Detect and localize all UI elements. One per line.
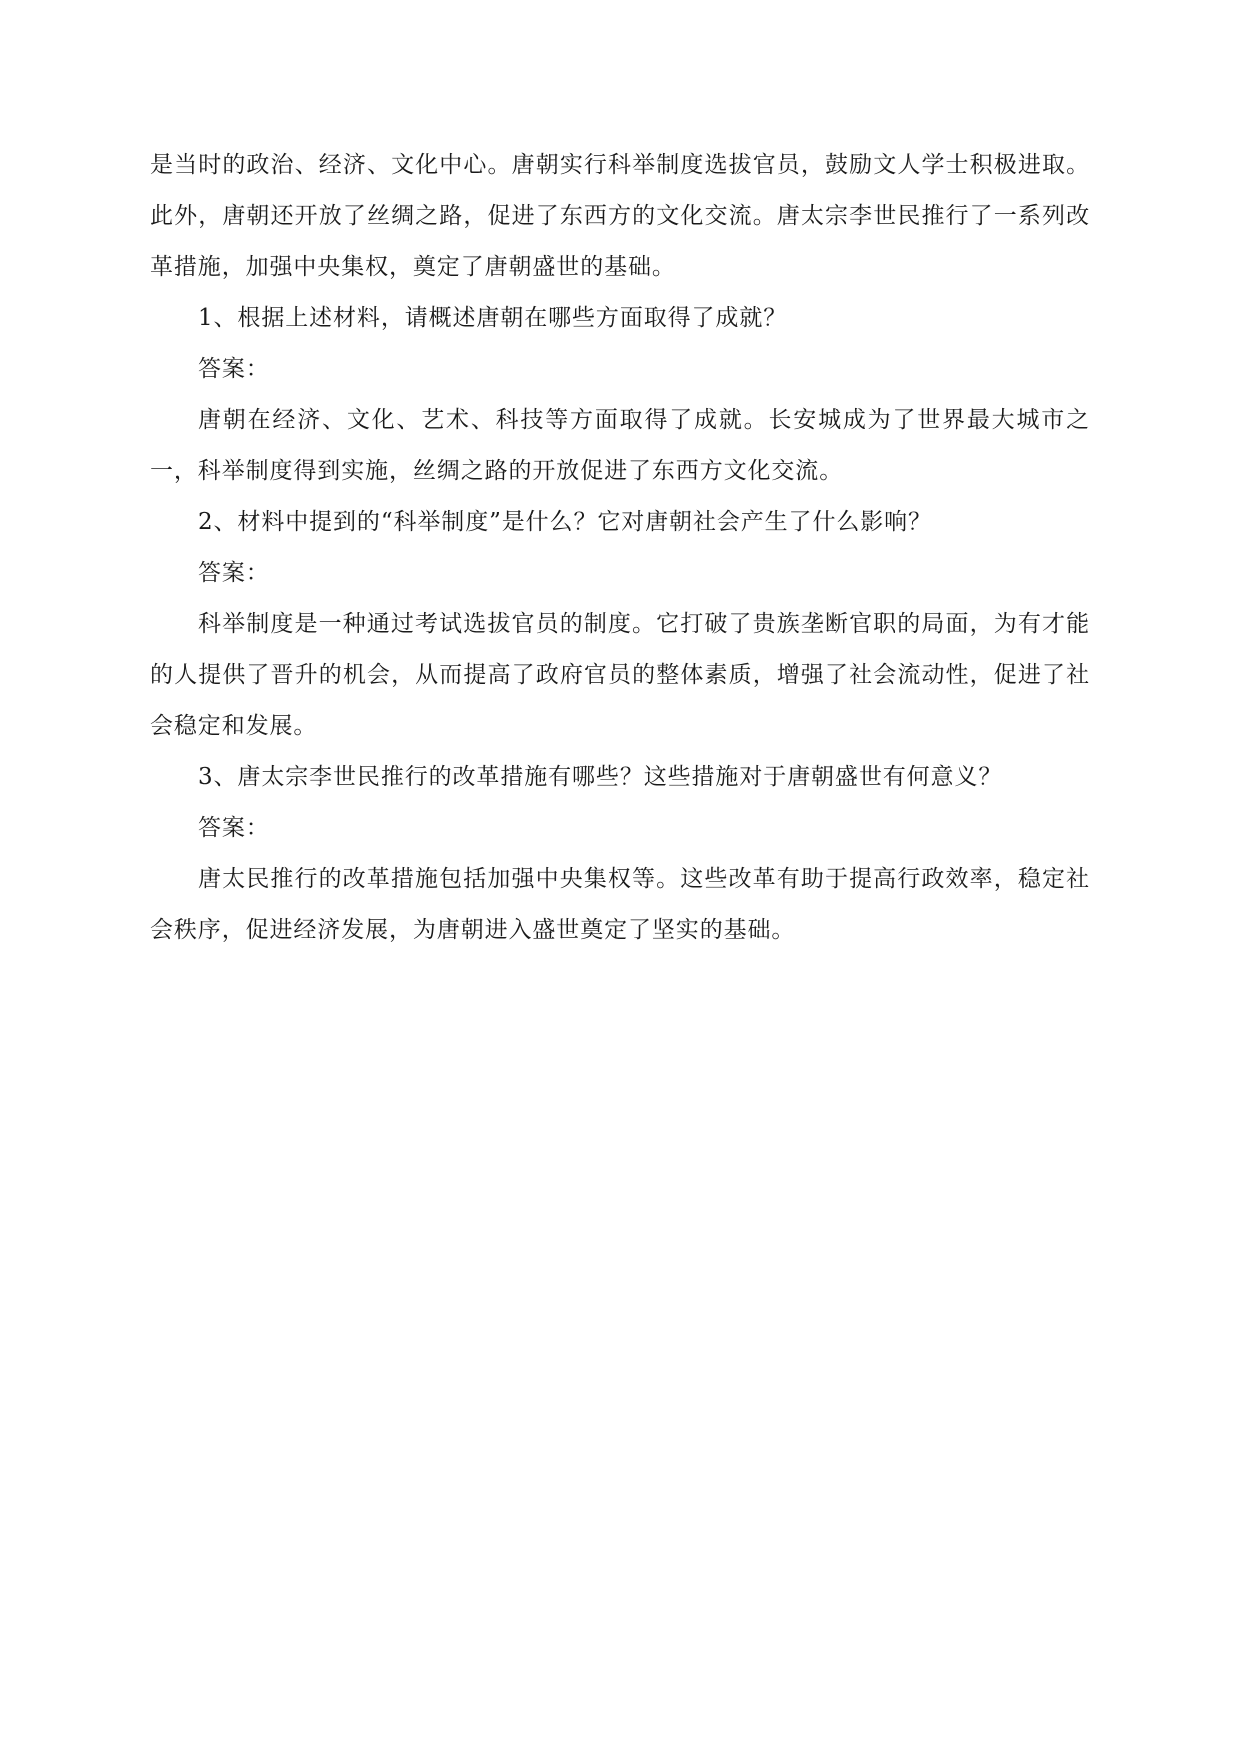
answer-label-2: 答案： [198,560,270,586]
answer-3: 唐太民推行的改革措施包括加强中央集权等。这些改革有助于提高行政效率，稳定社会秩序，促进经济发展，为唐朝进入盛世奠定了坚实的基础。 [150,866,1090,943]
answer-label-1: 答案： [198,356,270,382]
answer-label-3: 答案： [198,815,270,841]
answer-1: 唐朝在经济、文化、艺术、科技等方面取得了成就。长安城成为了世界最大城市之一，科举制度得到实施，丝绸之路的开放促进了东西方文化交流。 [150,407,1090,484]
document-page [150,140,1090,956]
question-2: 2、材料中提到的“科举制度”是什么？它对唐朝社会产生了什么影响？ [198,509,932,535]
question-1: 1、根据上述材料，请概述唐朝在哪些方面取得了成就？ [198,305,788,331]
material-continuation-paragraph: 是当时的政治、经济、文化中心。唐朝实行科举制度选拔官员，鼓励文人学士积极进取。此外，唐朝还开放了丝绸之路，促进了东西方的文化交流。唐太宗李世民推行了一系列改革措施，加强中央集权，奠定了唐朝盛世的基础。 [150,152,1090,280]
answer-2: 科举制度是一种通过考试选拔官员的制度。它打破了贵族垄断官职的局面，为有才能的人提供了晋升的机会，从而提高了政府官员的整体素质，增强了社会流动性，促进了社会稳定和发展。 [150,611,1090,739]
question-3: 3、唐太宗李世民推行的改革措施有哪些？这些措施对于唐朝盛世有何意义？ [198,764,1003,790]
